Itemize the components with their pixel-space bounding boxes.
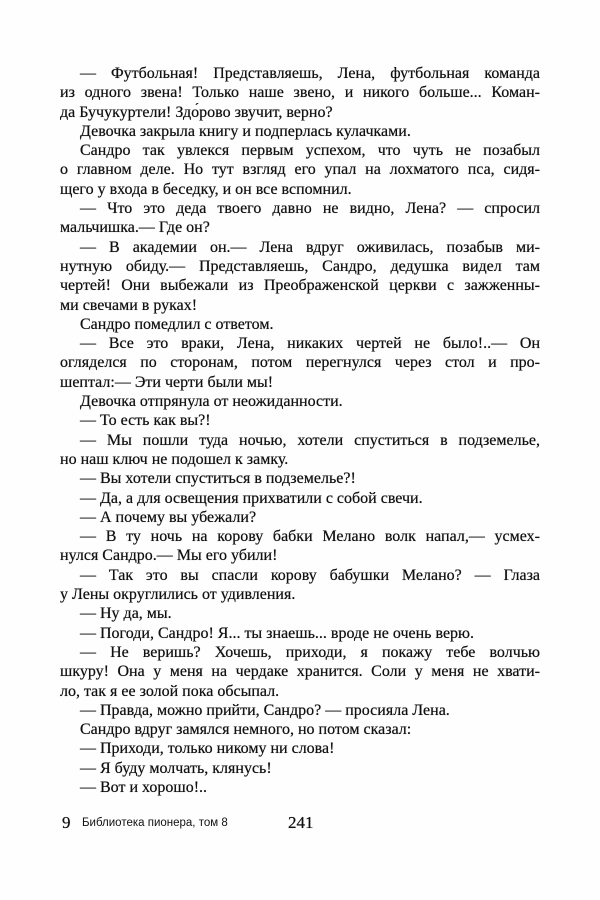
paragraph bbox=[60, 527, 540, 566]
text-line: Девочка закрыла книгу и подперлась кулачками. bbox=[80, 122, 411, 140]
text-line: ми свечами в руках! bbox=[60, 296, 198, 314]
text-line: Сандро вдруг замялся немного, но потом сказал: bbox=[80, 721, 412, 739]
text-line: но наш ключ не подошел к замку. bbox=[60, 450, 289, 468]
text-line: нутную обиду.— Представляешь, Сандро, дедушка видел там bbox=[60, 257, 540, 275]
text-line: — Вы хотели спуститься в подземелье?! bbox=[80, 470, 356, 488]
text-line: — Я буду молчать, клянусь! bbox=[80, 759, 272, 777]
paragraph bbox=[60, 604, 540, 623]
text-line: Сандро помедлил с ответом. bbox=[80, 315, 274, 333]
text-line: — Правда, можно прийти, Сандро? — просияла Лена. bbox=[80, 701, 450, 719]
text-line: — Футбольная! Представляешь, Лена, футбольная команда bbox=[80, 65, 540, 82]
text-line: — Ну да, мы. bbox=[80, 605, 172, 623]
paragraph bbox=[60, 431, 540, 470]
body-text bbox=[60, 64, 540, 797]
text-line: — В академии он.— Лена вдруг оживилась, позабыв ми- bbox=[80, 238, 540, 256]
text-line: огляделся по сторонам, потом перегнулся через стол и про- bbox=[60, 354, 540, 372]
paragraph bbox=[60, 759, 540, 778]
text-line: у Лены округлились от удивления. bbox=[60, 586, 296, 604]
text-line: Девочка отпрянула от неожиданности. bbox=[80, 393, 343, 411]
series-title: Библиотека пионера, том 8 bbox=[82, 817, 228, 829]
text-line: о главном деле. Но тут взгляд его упал на лохматого пса, сидя- bbox=[60, 161, 540, 179]
text-line: да Бучукуртели! Здо́рово звучит, верно? bbox=[60, 103, 333, 121]
text-line: шкуру! Она у меня на чердаке хранится. Соли у меня не хвати- bbox=[60, 663, 540, 681]
paragraph bbox=[60, 411, 540, 430]
paragraph bbox=[60, 778, 540, 797]
paragraph bbox=[60, 315, 540, 334]
paragraph bbox=[60, 566, 540, 605]
paragraph bbox=[60, 141, 540, 199]
paragraph bbox=[60, 508, 540, 527]
text-line: — Не веришь? Хочешь, приходи, я покажу тебе волчью bbox=[80, 643, 540, 661]
paragraph bbox=[60, 199, 540, 238]
text-line: — Погоди, Сандро! Я... ты знаешь... вроде не очень верю. bbox=[80, 624, 474, 642]
page-footer bbox=[60, 813, 540, 835]
text-line: мальчишка.— Где он? bbox=[60, 219, 210, 237]
text-line: — А почему вы убежали? bbox=[80, 508, 257, 526]
text-line: щего у входа в беседку, и он все вспомнил. bbox=[60, 180, 352, 198]
paragraph bbox=[60, 624, 540, 643]
paragraph bbox=[60, 469, 540, 488]
page-number: 241 bbox=[288, 813, 314, 832]
text-line: — В ту ночь на корову бабки Мелано волк напал,— усмех- bbox=[80, 528, 540, 546]
text-line: — Приходи, только никому ни слова! bbox=[80, 740, 335, 758]
text-line: — То есть как вы?! bbox=[80, 412, 211, 430]
text-line: нулся Сандро.— Мы его убили! bbox=[60, 547, 278, 565]
text-line: ло, так я ее золой пока обсыпал. bbox=[60, 682, 280, 700]
text-line: — Вот и хорошо!.. bbox=[80, 778, 208, 796]
paragraph bbox=[60, 64, 540, 122]
text-line: — Все это враки, Лена, никаких чертей не было!..— Он bbox=[80, 335, 540, 353]
paragraph bbox=[60, 238, 540, 315]
text-line: — Мы пошли туда ночью, хотели спуститься в подземелье, bbox=[80, 431, 540, 449]
text-line: — Что это деда твоего давно не видно, Лена? — спросил bbox=[80, 200, 540, 218]
text-line: — Так это вы спасли корову бабушки Мелано? — Глаза bbox=[80, 566, 540, 584]
text-line: — Да, а для освещения прихватили с собой свечи. bbox=[80, 489, 423, 507]
text-line: из одного звена! Только наше звено, и никого больше... Коман- bbox=[60, 84, 540, 102]
paragraph bbox=[60, 334, 540, 392]
text-line: шептал:— Эти черти были мы! bbox=[60, 373, 274, 391]
paragraph bbox=[60, 122, 540, 141]
paragraph bbox=[60, 392, 540, 411]
text-line: Сандро так увлекся первым успехом, что чуть не позабыл bbox=[80, 142, 540, 160]
paragraph bbox=[60, 739, 540, 758]
signature-mark: 9 bbox=[62, 813, 71, 832]
text-line: чертей! Они выбежали из Преображенской церкви с зажженны- bbox=[60, 277, 540, 295]
paragraph bbox=[60, 720, 540, 739]
paragraph bbox=[60, 701, 540, 720]
paragraph bbox=[60, 643, 540, 701]
paragraph bbox=[60, 489, 540, 508]
